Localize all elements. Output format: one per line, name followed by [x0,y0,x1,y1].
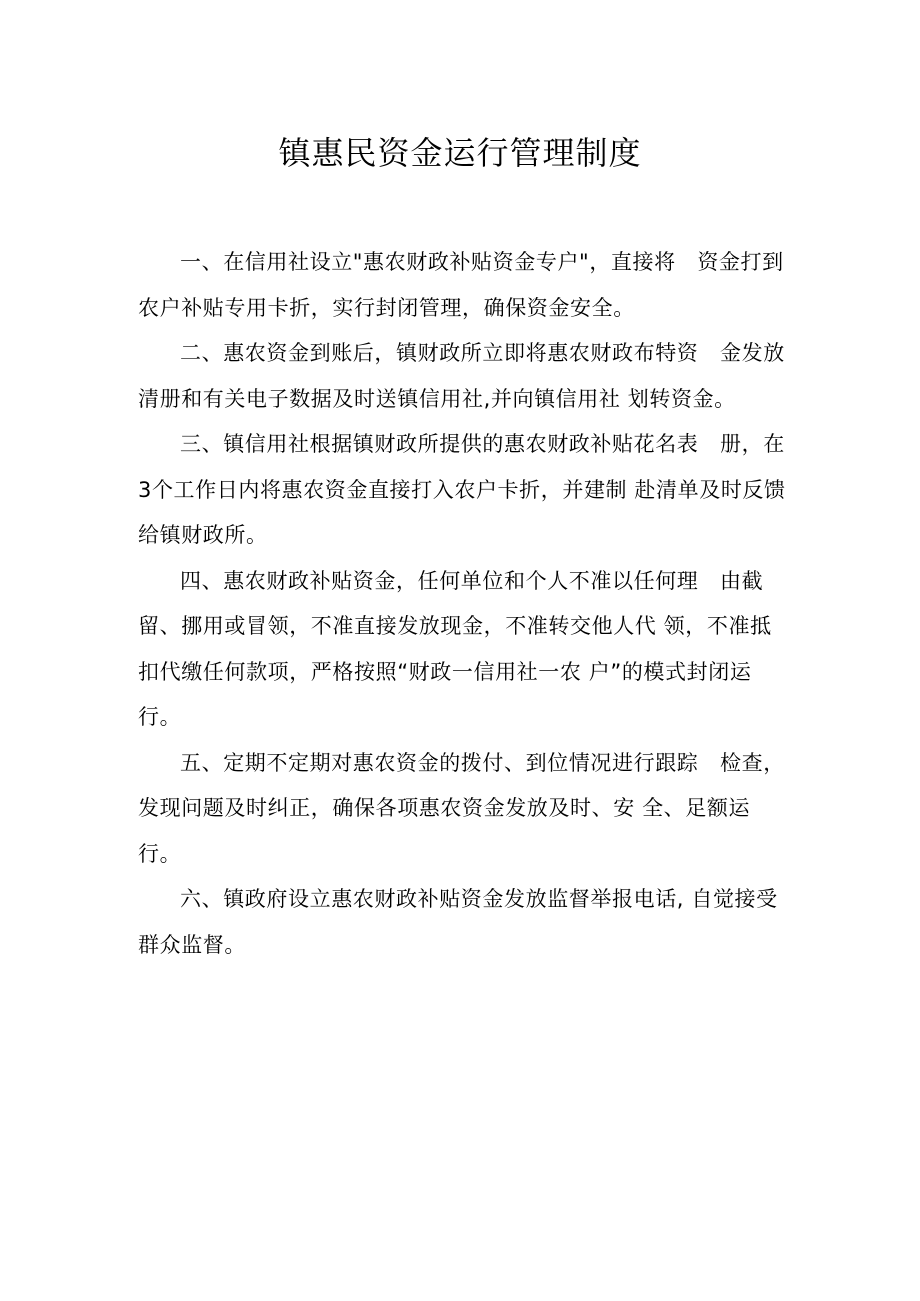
document-title: 镇惠民资金运行管理制度 [278,134,642,172]
document-body [138,240,792,968]
clause-6: 六、镇政府设立惠农财政补贴资金发放监督举报电话, 自觉接受群众监督。 [138,887,778,957]
clause-5: 五、定期不定期对惠农资金的拨付、到位情况进行跟踪 检查，发现问题及时纠正，确保各项惠农资金发放及时、安 全、足额运行。 [138,750,785,866]
clause-1: 一、在信用社设立"惠农财政补贴资金专户"，直接将 资金打到农户补贴专用卡折，实行封闭管理，确保资金安全。 [138,250,784,320]
clause-4: 四、惠农财政补贴资金，任何单位和个人不准以任何理 由截留、挪用或冒领，不准直接发放现金，不准转交他人代 领，不准抵扣代缴任何款项，严格按照“财政一信用社一农 户”的模式封闭运行。 [138,568,772,729]
clause-2: 二、惠农资金到账后，镇财政所立即将惠农财政布特资 金发放清册和有关电子数据及时送镇信用社,并向镇信用社 划转资金。 [138,341,785,411]
clause-3: 三、镇信用社根据镇财政所提供的惠农财政补贴花名表 册，在3个工作日内将惠农资金直接打入农户卡折，并建制 赴清单及时反馈给镇财政所。 [138,432,786,547]
